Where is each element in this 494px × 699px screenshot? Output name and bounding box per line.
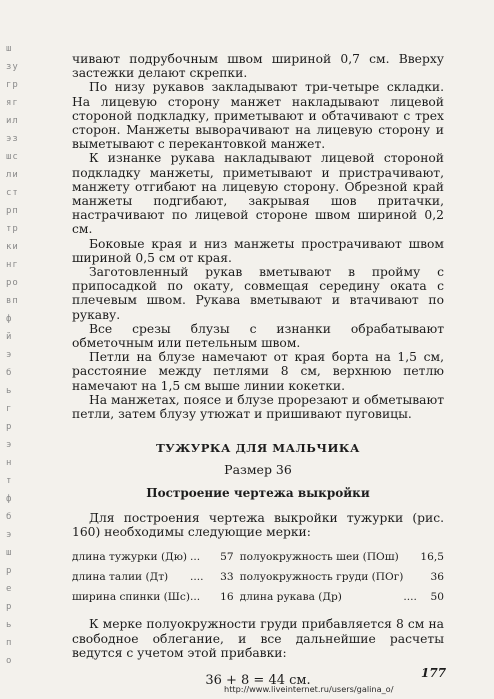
gutter-mark: э: [6, 530, 13, 540]
paragraph-cuff-lining: К изнанке рукава накладывают лицевой стороной подкладку манжеты, приметывают и пристрачивают, манжету отгибают на лицевую сторону. Обрезной край манжеты подгибают, закрывая шов притачки, настрачивают по лицевой стороне швом шириной 0,2 см.: [72, 151, 444, 237]
measure-label: длина рукава (Др): [239, 591, 342, 604]
gutter-mark: ь: [6, 386, 13, 396]
gutter-mark: зу: [6, 62, 19, 72]
gutter-mark: эз: [6, 134, 19, 144]
measure-value: 16: [220, 591, 234, 604]
measure-value: 16,5: [420, 551, 444, 564]
paragraph-sleeve-setting: Заготовленный рукав вметывают в пройму с припосадкой по окату, совмещая середину оката с плечевым швом. Рукава вметывают и втачивают по рукаву.: [72, 265, 444, 322]
formula: 36 + 8 = 44 см.: [205, 672, 311, 688]
gutter-mark: б: [6, 368, 13, 378]
measure-label: ширина спинки (Шс): [72, 591, 190, 604]
gutter-mark: ш: [6, 548, 13, 558]
gutter-mark: р: [6, 422, 13, 432]
page-body: [72, 52, 447, 688]
gutter-mark: вп: [6, 296, 19, 306]
gutter-mark: тр: [6, 224, 19, 234]
page-number: 177: [421, 666, 447, 680]
gutter-mark: р: [6, 566, 13, 576]
gutter-mark: шс: [6, 152, 19, 162]
measurements-table: [72, 547, 444, 607]
gutter-mark: р: [6, 602, 13, 612]
gutter-mark: ст: [6, 188, 19, 198]
source-url: http://www.liveinternet.ru/users/galina_o/: [224, 684, 394, 694]
gutter-mark: й: [6, 332, 13, 342]
measure-dots: ....: [403, 591, 417, 604]
measure-value: 36: [430, 571, 444, 584]
gutter-mark: ф: [6, 314, 13, 324]
gutter-mark: ф: [6, 494, 13, 504]
measure-label: длина тужурки (Дю): [72, 551, 188, 564]
gutter-mark: е: [6, 584, 13, 594]
gutter-mark: ил: [6, 116, 19, 126]
gutter-mark: т: [6, 476, 13, 486]
measure-dots: [403, 547, 420, 567]
gutter-mark: п: [6, 638, 13, 648]
binding-margin-marks: [6, 40, 46, 680]
gutter-mark: э: [6, 350, 13, 360]
gutter-mark: яг: [6, 98, 19, 108]
gutter-mark: о: [6, 656, 13, 666]
measure-dots: [403, 567, 420, 587]
gutter-mark: ро: [6, 278, 19, 288]
gutter-mark: ь: [6, 620, 13, 630]
measure-value: 33: [220, 571, 234, 584]
gutter-mark: ли: [6, 170, 19, 180]
table-row: [72, 587, 444, 607]
size-label: Размер 36: [224, 462, 292, 478]
gutter-mark: ки: [6, 242, 19, 252]
paragraph-cuff-edges: Боковые края и низ манжеты прострачивают швом шириной 0,5 см от края.: [72, 236, 444, 265]
measure-label: длина талии (Дт): [72, 571, 169, 584]
measure-label: полуокружность груди (ПОг): [239, 571, 404, 584]
measure-value: 57: [220, 551, 234, 564]
paragraph-allowance: К мерке полуокружности груди прибавляется 8 см на свободное облегание, и все дальнейшие расчеты ведутся с учетом этой прибавки:: [72, 617, 444, 660]
section-title: ТУЖУРКА ДЛЯ МАЛЬЧИКА: [156, 441, 360, 456]
gutter-mark: э: [6, 440, 13, 450]
table-row: [72, 567, 444, 587]
measure-label: полуокружность шеи (ПОш): [239, 551, 399, 564]
gutter-mark: гр: [6, 80, 19, 90]
gutter-mark: нг: [6, 260, 19, 270]
paragraph-sleeve-folds: По низу рукавов закладывают три-четыре складки. На лицевую сторону манжет накладывают лицевой стороной подкладку, приметывают и обтачивают с трех сторон. Манжеты выворачивают на лицевую сторону и выметывают с перекантовкой манжет.: [72, 80, 444, 152]
measure-dots: ....: [189, 571, 204, 584]
measure-value: 50: [430, 591, 444, 604]
gutter-mark: рп: [6, 206, 19, 216]
gutter-mark: г: [6, 404, 13, 414]
gutter-mark: н: [6, 458, 13, 468]
gutter-mark: б: [6, 512, 13, 522]
paragraph-final-pressing: На манжетах, поясе и блузе прорезают и обметывают петли, затем блузу утюжат и пришивают пуговицы.: [72, 392, 444, 422]
paragraph-continuation: чивают подрубочным швом шириной 0,7 см. Вверху застежки делают скрепки.: [72, 52, 444, 81]
measure-dots: ...: [189, 551, 201, 564]
paragraph-seam-finishing: Все срезы блузы с изнанки обрабатывают обметочным или петельным швом.: [72, 321, 444, 351]
subsection-title: Построение чертежа выкройки: [146, 485, 370, 500]
gutter-mark: ш: [6, 44, 13, 54]
table-row: [72, 547, 444, 567]
paragraph-intro: Для построения чертежа выкройки тужурки (рис. 160) необходимы следующие мерки:: [72, 510, 444, 540]
measure-dots: ...: [189, 591, 201, 604]
paragraph-buttonholes: Петли на блузе намечают от края борта на 1,5 см, расстояние между петлями 8 см, верхнюю петлю намечают на 1,5 см выше линии кокетки.: [72, 350, 444, 393]
